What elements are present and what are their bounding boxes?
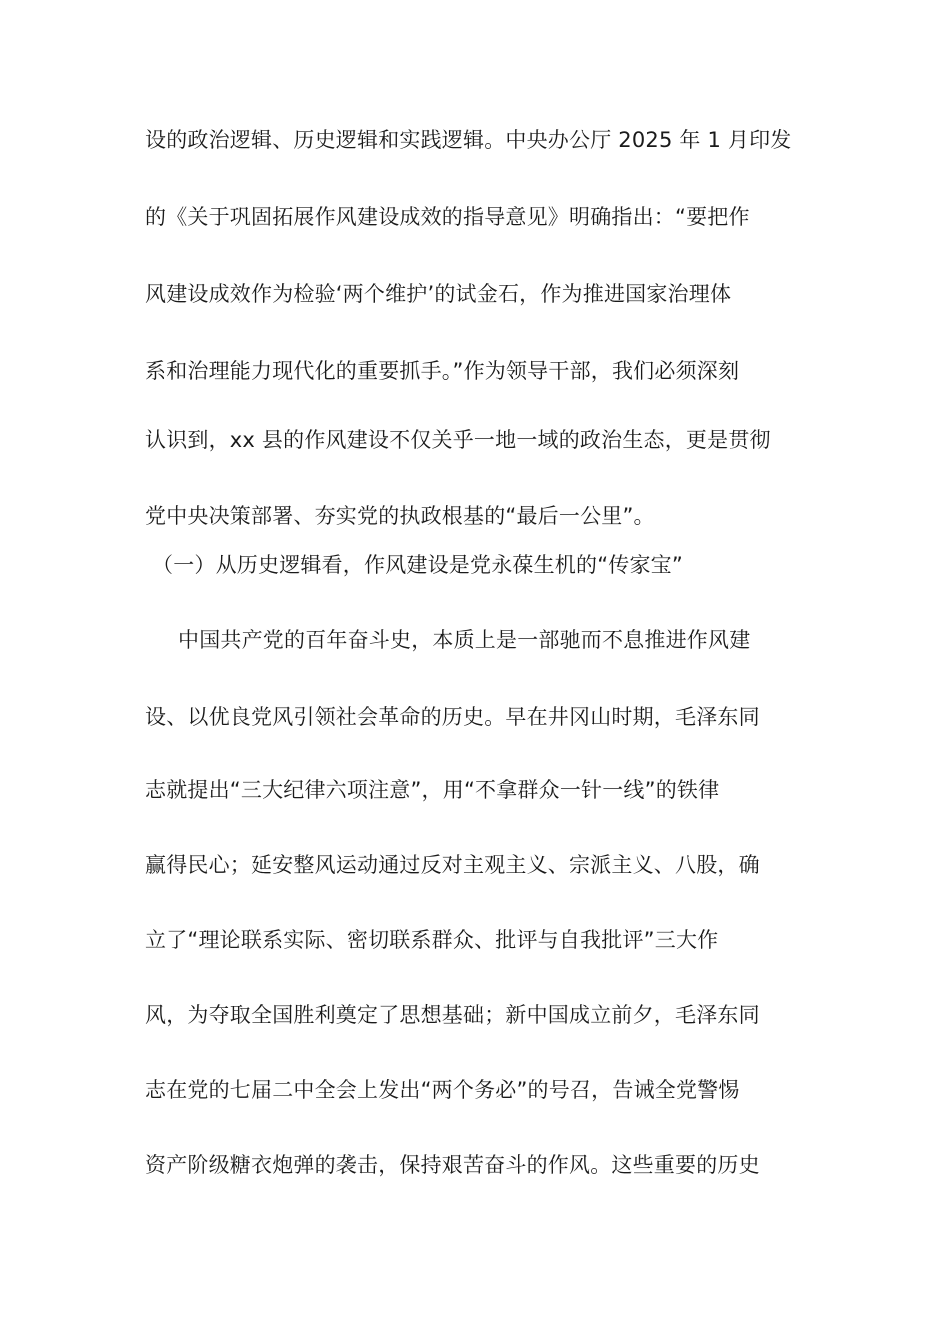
- text-line: 系和治理能力现代化的重要抓手。”作为领导干部，我们必须深刻: [145, 359, 740, 383]
- text-line: 志在党的七届二中全会上发出“两个务必”的号召，告诫全党警惕: [145, 1078, 740, 1102]
- text-line: 的《关于巩固拓展作风建设成效的指导意见》明确指出：“要把作: [145, 205, 750, 229]
- text-line: 志就提出“三大纪律六项注意”，用“不拿群众一针一线”的铁律: [145, 778, 720, 802]
- text-line: 立了“理论联系实际、密切联系群众、批评与自我批评”三大作: [145, 928, 719, 952]
- text-line: 党中央决策部署、夯实党的执政根基的“最后一公里”。: [145, 504, 655, 528]
- text-line: 中国共产党的百年奋斗史，本质上是一部驰而不息推进作风建: [178, 628, 751, 652]
- section-heading: （一）从历史逻辑看，作风建设是党永葆生机的“传家宝”: [152, 553, 683, 577]
- text-line: 风建设成效作为检验‘两个维护’的试金石，作为推进国家治理体: [145, 282, 732, 306]
- text-line: 设、以优良党风引领社会革命的历史。早在井冈山时期，毛泽东同: [145, 705, 760, 729]
- text-line: 认识到，xx 县的作风建设不仅关乎一地一域的政治生态，更是贯彻: [145, 428, 771, 452]
- text-line: 资产阶级糖衣炮弹的袭击，保持艰苦奋斗的作风。这些重要的历史: [145, 1153, 760, 1177]
- text-line: 风，为夺取全国胜利奠定了思想基础；新中国成立前夕，毛泽东同: [145, 1003, 760, 1027]
- text-line: 赢得民心；延安整风运动通过反对主观主义、宗派主义、八股，确: [145, 853, 760, 877]
- text-line: 设的政治逻辑、历史逻辑和实践逻辑。中央办公厅 2025 年 1 月印发: [145, 128, 792, 152]
